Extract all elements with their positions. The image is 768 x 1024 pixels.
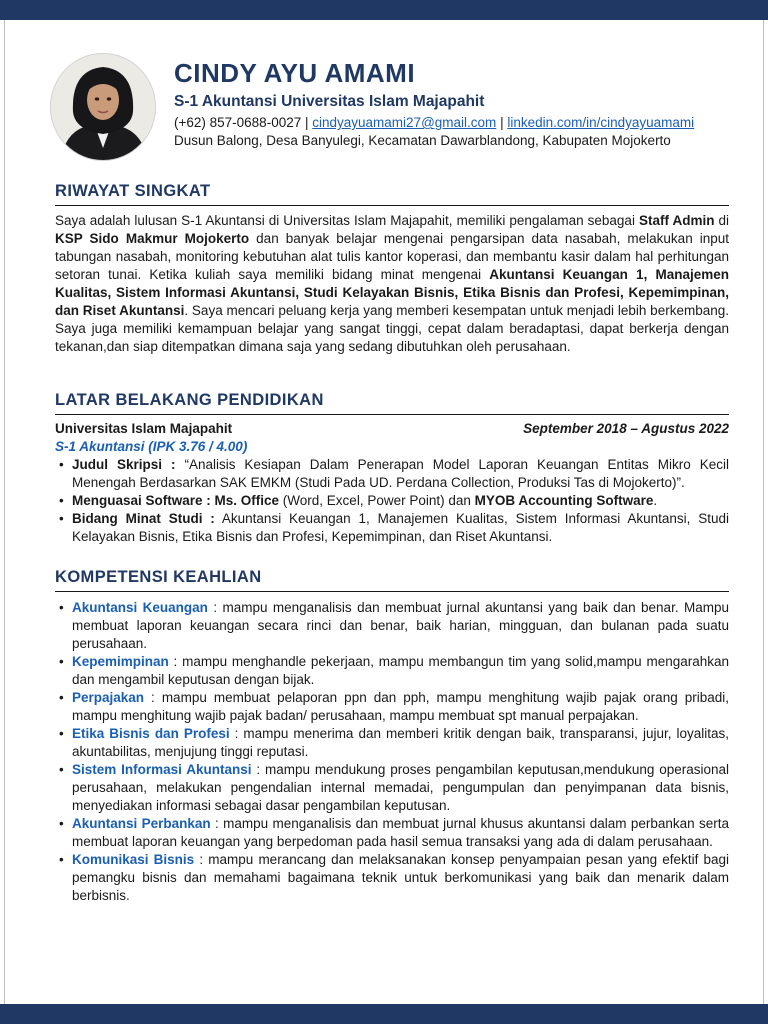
education-major: S-1 Akuntansi (IPK 3.76 / 4.00) [55,439,248,454]
profile-photo [51,54,155,160]
summary-emphasis: Staff Admin [638,213,715,228]
skill-text: : mampu mendukung proses pengambilan keputusan,mendukung operasional perusahaan, melakukan pengendalian internal memadai, pengumpulan dan penyimpanan data bisnis, menyediakan informasi sebagai dasar pengambilan keputusan. [72,762,729,813]
separator: | [305,115,313,130]
address: Dusun Balong, Desa Banyulegi, Kecamatan Dawarblandong, Kabupaten Mojokerto [174,133,671,148]
resume-header [174,56,734,150]
item-text: (Word, Excel, Power Point) dan [279,493,475,508]
skill-text: : mampu menghandle pekerjaan, mampu membangun tim yang solid,mampu mengarahkan dan mengambil keputusan dengan bijak. [72,654,729,687]
section-divider [55,205,729,206]
skill-text: : mampu menganalisis dan membuat jurnal khusus akuntansi dalam perbankan serta membuat laporan keuangan yang berpedoman pada hasil semua transaksi yang ada di dalam perusahaan. [72,816,729,849]
summary-emphasis: Akuntansi Keuangan 1, Manajemen Kualitas, Sistem Informasi Akuntansi, Studi Kelayakan Bisnis, Etika Bisnis dan Profesi, Kepemimpinan, dan Riset Akuntansi [55,267,729,318]
item-text: . [653,493,658,508]
candidate-degree: S-1 Akuntansi Universitas Islam Majapahit [174,93,485,110]
top-banner [0,0,768,20]
linkedin-link[interactable]: linkedin.com/in/cindyayuamami [507,115,695,130]
skill-label: Sistem Informasi Akuntansi [72,762,252,777]
summary-text: di [714,213,730,228]
skills-list [55,599,729,905]
education-dates: September 2018 – Agustus 2022 [523,421,729,436]
summary-section [55,180,729,356]
contact-line [174,114,734,132]
candidate-name: CINDY AYU AMAMI [174,58,416,88]
skill-text: : mampu merancang dan melaksanakan konsep penyampaian pesan yang efektif bagi pemangku bisnis dan memahami bagaimana teknik untuk berkomunikasi yang baik dan menarik dalam berbisnis. [72,852,729,903]
skill-label: Akuntansi Keuangan [72,600,208,615]
item-label: Bidang Minat Studi : [72,511,215,526]
summary-emphasis: KSP Sido Makmur Mojokerto [55,231,250,246]
list-item [55,653,729,689]
list-item [55,725,729,761]
education-details [55,456,729,546]
list-item [55,510,729,546]
list-item [55,689,729,725]
item-text: “Analisis Kesiapan Dalam Penerapan Model Laporan Keuangan Entitas Mikro Kecil Menengah Berdasarkan SAK EMKM (Studi Pada UD. Perdana Collection, Produksi Tas di Mojokerto)”. [72,457,729,490]
summary-text: Saya adalah lulusan S-1 Akuntansi di Universitas Islam Majapahit, memiliki pengalaman sebagai [55,213,639,228]
section-title-skills: KOMPETENSI KEAHLIAN [55,568,262,586]
email-link[interactable]: cindyayuamami27@gmail.com [312,115,497,130]
education-section [55,389,729,546]
item-label: MYOB Accounting Software [474,493,654,508]
item-label: Menguasai Software : Ms. Office [72,493,280,508]
list-item [55,851,729,905]
list-item [55,815,729,851]
skill-label: Etika Bisnis dan Profesi [72,726,230,741]
list-item [55,456,729,492]
skill-text: : mampu menerima dan memberi kritik dengan baik, transparansi, jujur, loyalitas, akuntabilitas, menjujung tinggi reputasi. [72,726,729,759]
list-item [55,492,729,510]
list-item [55,599,729,653]
school-name: Universitas Islam Majapahit [55,421,233,436]
list-item [55,761,729,815]
summary-paragraph [55,212,729,356]
section-divider [55,414,729,415]
skill-label: Akuntansi Perbankan [72,816,211,831]
phone-number: (+62) 857-0688-0027 [174,115,302,130]
left-border [4,20,5,1004]
summary-text: . Saya mencari peluang kerja yang memberi kesempatan untuk menjadi lebih berkembang. Saya juga memiliki kemampuan belajar yang sangat tinggi, cepat dalam beradaptasi, dapat berkerja dengan tekanan,dan siap ditempatkan dimana saja yang sedang dibutuhkan oleh perusahaan. [55,303,729,354]
summary-text: dan banyak belajar mengenai pengarsipan data nasabah, melakukan input tabungan nasabah, monitoring kebutuhan alat tulis kantor koperasi, dan membantu kasir dalam hal perhitungan setoran tunai. Ketika kuliah saya memiliki bidang minat mengenai [55,231,730,282]
skill-label: Komunikasi Bisnis [72,852,195,867]
education-entry-header [55,420,729,438]
separator: | [500,115,508,130]
section-title-summary: RIWAYAT SINGKAT [55,182,211,200]
item-label: Judul Skripsi : [72,457,176,472]
right-border [763,20,764,1004]
skills-section [55,566,729,905]
skill-label: Kepemimpinan [72,654,169,669]
skill-text: : mampu membuat pelaporan ppn dan pph, mampu menghitung wajib pajak orang pribadi, mampu menghitung wajib pajak badan/ perusahaan, mampu membuat spt manual perpajakan. [72,690,729,723]
item-text: Akuntansi Keuangan 1, Manajemen Kualitas, Sistem Informasi Akuntansi, Studi Kelayakan Bisnis, Etika Bisnis dan Profesi, Kepemimpinan, dan Riset Akuntansi. [72,511,729,544]
skill-text: : mampu menganalisis dan membuat jurnal akuntansi yang baik dan benar. Mampu membuat laporan keuangan secara rinci dan benar, baik harian, mingguan, dan bulanan pada suatu perusahaan. [72,600,729,651]
skill-label: Perpajakan [72,690,145,705]
section-title-education: LATAR BELAKANG PENDIDIKAN [55,391,324,409]
section-divider [55,591,729,592]
bottom-banner [0,1004,768,1024]
